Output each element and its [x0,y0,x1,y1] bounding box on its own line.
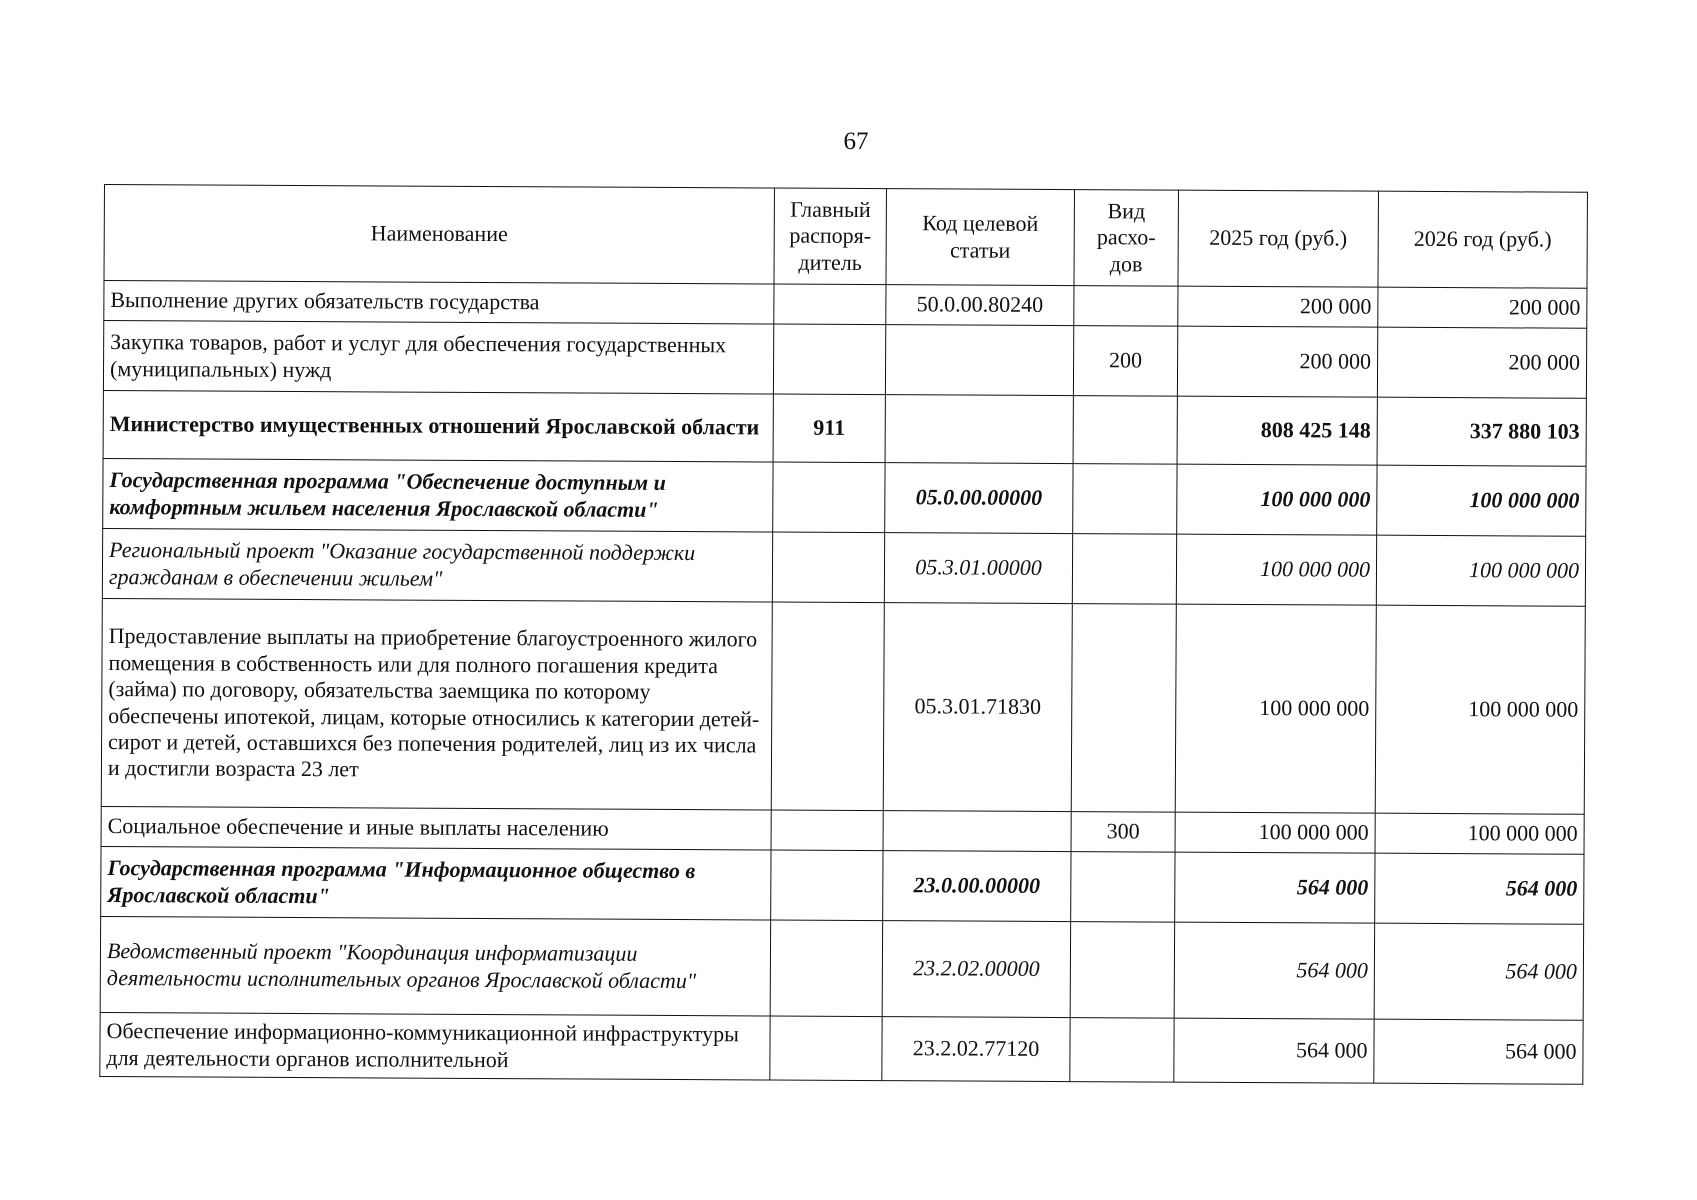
cell-2026: 337 880 103 [1377,397,1586,466]
table-row [100,916,1583,1020]
cell-code [885,395,1073,464]
cell-2026: 564 000 [1374,1019,1583,1084]
table-row [101,598,1585,814]
page-number: 67 [843,128,869,155]
cell-kind [1074,286,1178,327]
cell-2025: 200 000 [1178,286,1378,327]
header-2026: 2026 год (руб.) [1378,191,1587,288]
cell-name: Государственная программа "Обеспечение доступным и комфортным жильем населения Ярославской области" [103,458,773,532]
cell-name: Министерство имущественных отношений Ярославской области [103,390,773,462]
table-row [101,846,1584,924]
cell-code: 05.0.00.00000 [885,463,1073,534]
cell-kind [1073,396,1177,465]
cell-2025: 808 425 148 [1177,396,1377,465]
table-row [103,458,1586,536]
cell-manager [773,462,885,533]
header-2025: 2025 год (руб.) [1178,190,1378,287]
cell-manager [772,532,884,603]
cell-2026: 564 000 [1375,853,1584,924]
cell-2026: 100 000 000 [1375,605,1585,814]
cell-2025: 564 000 [1175,852,1375,923]
cell-2025: 200 000 [1177,326,1377,397]
cell-2025: 564 000 [1174,1018,1374,1083]
header-manager: Главный распоря-дитель [774,188,887,285]
cell-manager [773,324,885,395]
cell-manager [771,602,884,811]
cell-2026: 100 000 000 [1375,813,1584,854]
cell-2026: 100 000 000 [1377,465,1586,536]
table-header-row [104,185,1587,289]
header-name: Наименование [104,185,774,285]
cell-manager [770,920,883,1017]
budget-table [99,184,1588,1085]
cell-kind: 300 [1071,812,1175,853]
cell-code [885,325,1073,396]
cell-2025: 100 000 000 [1175,812,1375,853]
cell-2026: 100 000 000 [1376,535,1585,606]
cell-name: Предоставление выплаты на приобретение благоустроенного жилого помещения в собственность или для полного погашения кредита (займа) по договору, обязательства заемщика по которому обеспечены ипотекой, лицам, которые относились к категории детей-сирот и детей, оставшихся без попечения родителей, лиц из их числа и достигли возраста 23 лет [101,598,772,810]
cell-2026: 564 000 [1374,923,1583,1020]
header-kind: Вид расхо-дов [1074,190,1179,287]
cell-kind [1071,852,1175,923]
cell-manager: 911 [773,394,885,463]
cell-2026: 200 000 [1377,327,1586,398]
header-code: Код целевой статьи [886,189,1075,286]
cell-manager [771,850,883,921]
cell-name: Обеспечение информационно-коммуникационной инфраструктуры для деятельности органов исполнительной [100,1012,770,1080]
cell-kind [1072,534,1176,605]
cell-code: 23.0.00.00000 [883,851,1071,922]
cell-name: Государственная программа "Информационное общество в Ярославской области" [101,846,771,920]
table-row [103,390,1586,466]
cell-2025: 100 000 000 [1177,464,1377,535]
cell-2025: 100 000 000 [1175,604,1376,813]
cell-code: 23.2.02.77120 [882,1017,1070,1082]
cell-2025: 564 000 [1174,922,1375,1019]
cell-code [883,811,1071,852]
cell-code: 23.2.02.00000 [882,921,1071,1018]
cell-name: Ведомственный проект "Координация информатизации деятельности исполнительных органов Ярославской области" [100,916,770,1016]
cell-kind: 200 [1073,326,1177,397]
cell-kind [1073,464,1177,535]
cell-name: Региональный проект "Оказание государственной поддержки гражданам в обеспечении жильем" [102,528,772,602]
cell-kind [1071,604,1176,813]
cell-kind [1070,1018,1174,1083]
cell-manager [770,1016,882,1081]
cell-name: Закупка товаров, работ и услуг для обеспечения государственных (муниципальных) нужд [103,321,773,395]
cell-2026: 200 000 [1378,287,1587,328]
table-row [103,321,1586,399]
cell-manager [771,810,883,851]
cell-code: 05.3.01.00000 [884,533,1072,604]
cell-code: 50.0.00.80240 [886,285,1074,326]
table-row [100,1012,1583,1084]
table-row [102,528,1585,606]
cell-name: Выполнение других обязательств государства [104,281,774,325]
cell-2025: 100 000 000 [1176,534,1376,605]
cell-kind [1070,922,1175,1019]
cell-name: Социальное обеспечение и иные выплаты населению [101,806,771,850]
cell-manager [774,284,886,325]
cell-code: 05.3.01.71830 [883,603,1072,812]
